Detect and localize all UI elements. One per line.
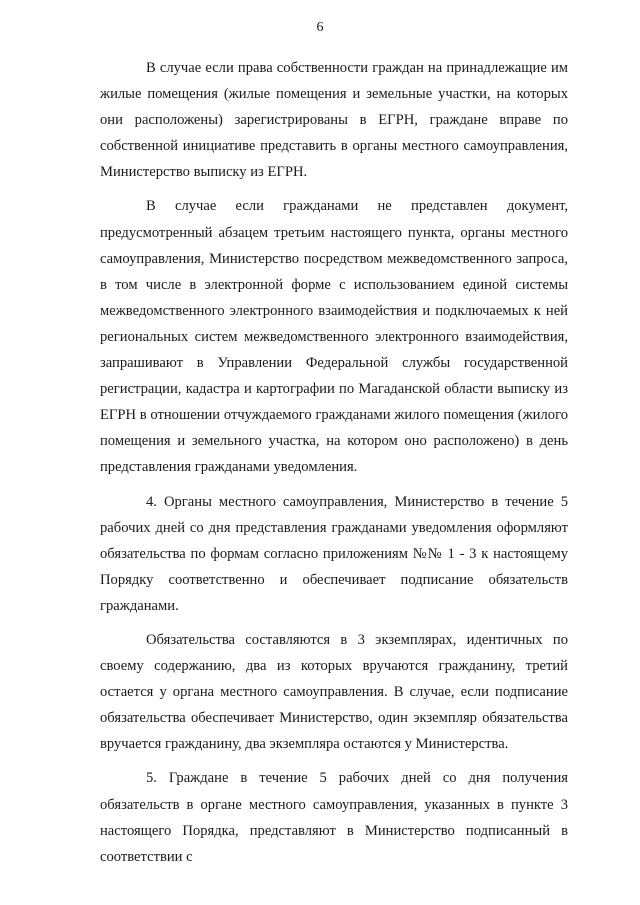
paragraph-2: В случае если гражданами не представлен документ, предусмотренный абзацем третьим настоящего пункта, органы местного самоуправления, Министерство посредством межведомственного запроса, в том числе в электронной форме с использованием единой системы межведомственного электронного взаимодействия и подключаемых к ней региональных систем межведомственного электронного взаимодействия, запрашивают в Управлении Федеральной службы государственной регистрации, кадастра и картографии по Магаданской области выписку из ЕГРН в отношении отчуждаемого гражданами жилого помещения (жилого помещения и земельного участка, на котором оно расположено) в день представления гражданами уведомления. [100,198,568,476]
paragraph-5: 5. Граждане в течение 5 рабочих дней со дня получения обязательств в органе местного самоуправления, указанных в пункте 3 настоящего Порядка, представляют в Министерство подписанный в соответствии с [100,770,568,865]
paragraph-1: В случае если права собственности граждан на принадлежащие им жилые помещения (жилые помещения и земельные участки, на которых они расположены) зарегистрированы в ЕГРН, граждане вправе по собственной инициативе представить в органы местного самоуправления, Министерство выписку из ЕГРН. [100,60,568,181]
page-number: 6 [316,20,324,35]
document-body [100,55,568,870]
paragraph-4: Обязательства составляются в 3 экземплярах, идентичных по своему содержанию, два из которых вручаются гражданину, третий остается у органа местного самоуправления. В случае, если подписание обязательства обеспечивает Министерство, один экземпляр обязательства вручается гражданину, два экземпляра остаются у Министерства. [100,631,568,753]
paragraph-3: 4. Органы местного самоуправления, Министерство в течение 5 рабочих дней со дня представления гражданами уведомления оформляют обязательства по формам согласно приложениям №№ 1 - 3 к настоящему Порядку соответственно и обеспечивает подписание обязательств гражданами. [100,493,568,614]
